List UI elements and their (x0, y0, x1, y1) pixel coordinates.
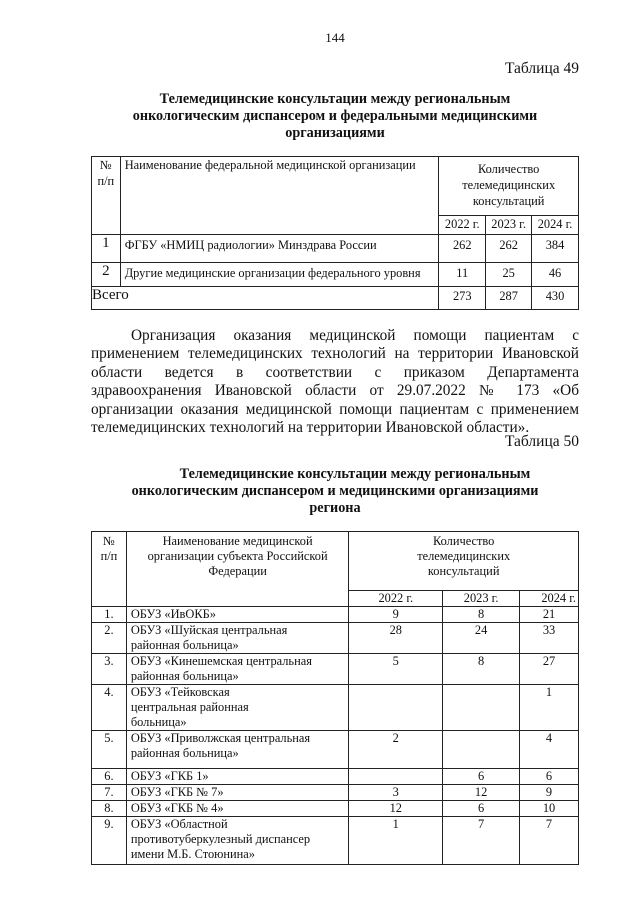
header-num: № п/п (92, 532, 127, 607)
table-49-label: Таблица 49 (504, 60, 579, 77)
table-row: 5. ОБУЗ «Приволжская центральная районная больница» 2 4 (92, 731, 579, 769)
table-total-row: Всего 273 287 430 (92, 287, 579, 310)
table-row: 1. ОБУЗ «ИвОКБ» 9 8 21 (92, 607, 579, 623)
table-row: 6. ОБУЗ «ГКБ 1» 6 6 (92, 769, 579, 785)
table-50 (91, 531, 579, 865)
header-name: Наименование федеральной медицинской организации (120, 157, 439, 235)
header-count: Количество телемедицинских консультаций (349, 532, 579, 591)
table-row: 1 ФГБУ «НМИЦ радиологии» Минздрава России 262 262 384 (92, 235, 579, 263)
header-year-2023: 2023 г. (486, 216, 532, 235)
header-year-2022: 2022 г. (439, 216, 486, 235)
header-year-2024: 2024 г. (532, 216, 579, 235)
table-row: 4. ОБУЗ «Тейковская центральная районная больница» 1 (92, 685, 579, 731)
table-row: 2. ОБУЗ «Шуйская центральная районная больница» 28 24 33 (92, 623, 579, 654)
body-paragraph: Организация оказания медицинской помощи пациентам с применением телемедицинских технологий на территории Ивановской области ведется в соответствии с приказом Департамента здравоохранения Ивановской области от 29.07.2022 № 173 «Об организации оказания медицинской помощи пациентам с применением телемедицинских технологий на территории Ивановской области». (91, 327, 579, 437)
table-row: 3. ОБУЗ «Кинешемская центральная районная больница» 5 8 27 (92, 654, 579, 685)
table-50-title: Телемедицинские консультации между региональным онкологическим диспансером и медицинскими организациями региона (131, 466, 539, 516)
table-49-title: Телемедицинские консультации между региональным онкологическим диспансером и федеральными медицинскими организациями (132, 91, 538, 141)
header-name: Наименование медицинской организации субъекта Российской Федерации (126, 532, 349, 607)
table-row: 9. ОБУЗ «Областной противотуберкулезный диспансер имени М.Б. Стоюнина» 1 7 7 (92, 817, 579, 865)
table-row: 2 Другие медицинские организации федерального уровня 11 25 46 (92, 263, 579, 287)
header-num: № п/п (92, 157, 121, 235)
total-label: Всего (92, 287, 439, 310)
header-year-2023: 2023 г. (443, 591, 520, 607)
header-year-2022: 2022 г. (349, 591, 443, 607)
table-row: 7. ОБУЗ «ГКБ № 7» 3 12 9 (92, 785, 579, 801)
header-count: Количество телемедицинских консультаций (439, 157, 579, 216)
table-49 (91, 156, 579, 310)
header-year-2024: 2024 г. (520, 591, 579, 607)
page-number: 144 (325, 30, 345, 45)
table-50-label: Таблица 50 (504, 433, 579, 450)
table-row: 8. ОБУЗ «ГКБ № 4» 12 6 10 (92, 801, 579, 817)
